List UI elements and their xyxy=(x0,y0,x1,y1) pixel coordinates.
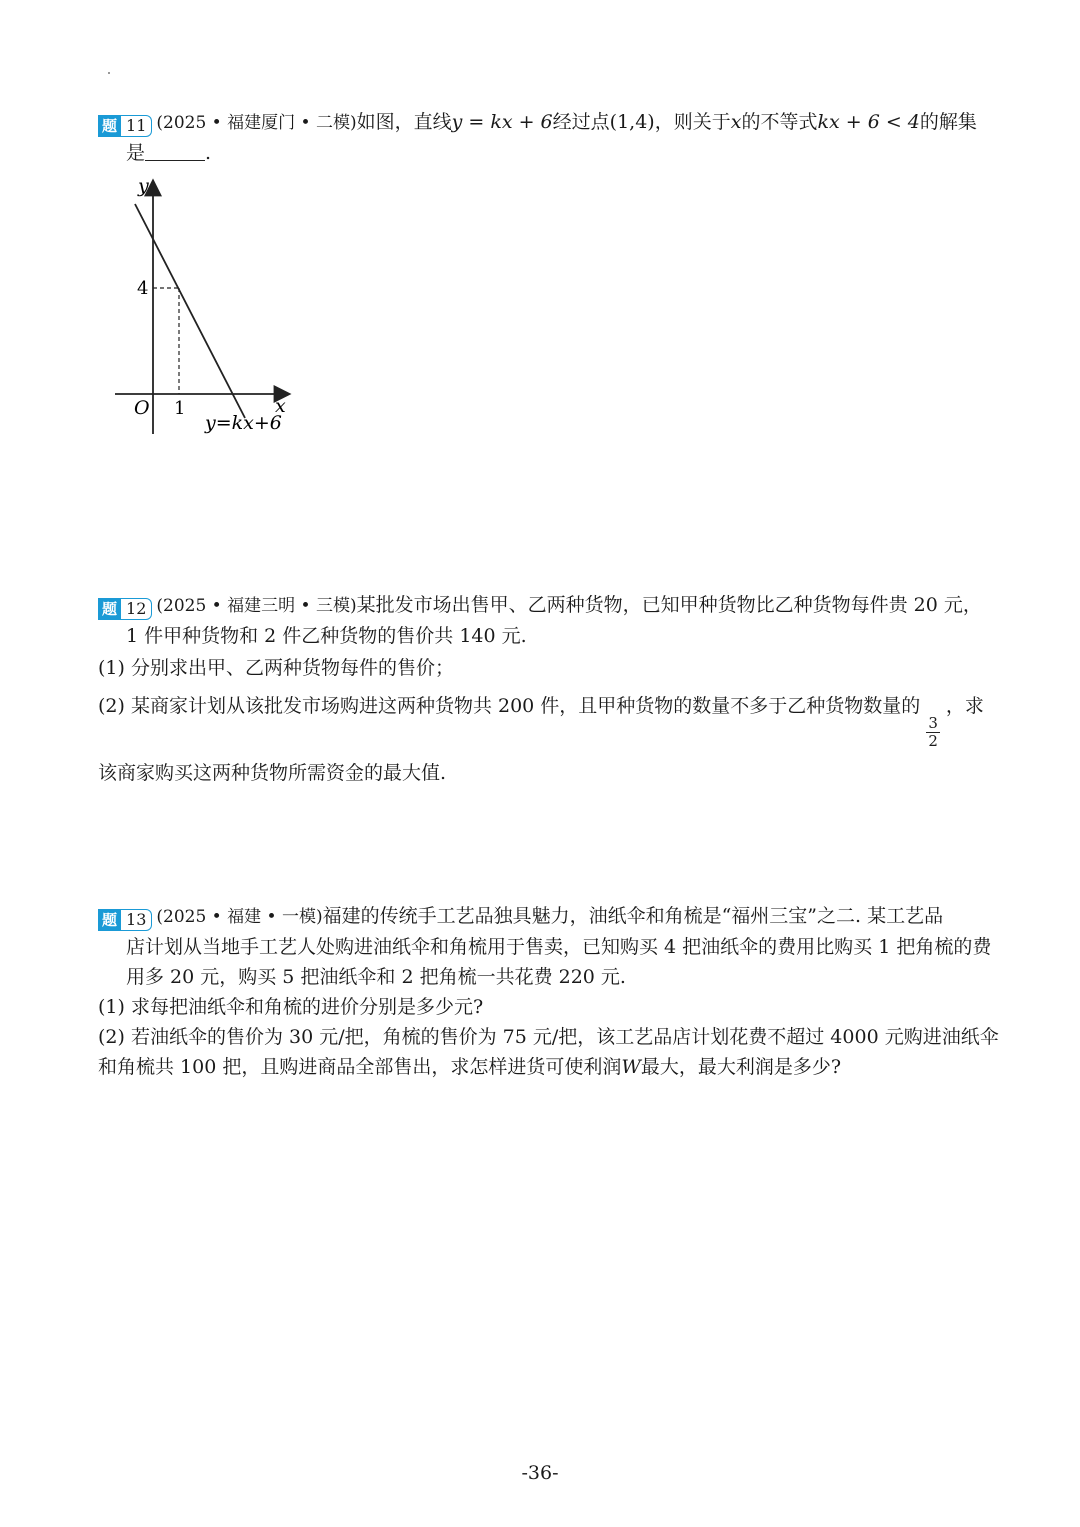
question-text: 某批发市场出售甲、乙两种货物，已知甲种货物比乙种货物每件贵 20 元， xyxy=(356,594,982,616)
question-text: 店计划从当地手工艺人处购进油纸伞和角梳用于售卖，已知购买 4 把油纸伞的费用比购买 1 把角梳的费 xyxy=(126,936,992,958)
question-11 xyxy=(98,107,998,168)
line-equation-label: y=kx+6 xyxy=(205,412,282,434)
fraction-numerator: 3 xyxy=(928,714,938,732)
question-text: ，求 xyxy=(945,695,984,717)
question-number: 11 xyxy=(121,115,152,137)
question-12-part-1 xyxy=(98,653,998,683)
question-13 xyxy=(98,901,998,1082)
question-text: 该商家购买这两种货物所需资金的最大值. xyxy=(98,762,447,784)
question-12-part-2 xyxy=(98,691,998,750)
question-13-line-2 xyxy=(98,932,998,962)
question-text: (1) 分别求出甲、乙两种货物每件的售价； xyxy=(98,657,454,679)
question-number: 13 xyxy=(121,909,152,931)
question-text: 是 xyxy=(126,142,146,164)
y-tick-label: 4 xyxy=(137,278,149,299)
question-12-part-2-line-2 xyxy=(98,758,998,788)
question-text: ，则关于 xyxy=(654,111,731,133)
question-text: . xyxy=(205,142,212,164)
question-text: (1) 求每把油纸伞和角梳的进价分别是多少元? xyxy=(98,996,484,1018)
question-13-line-1 xyxy=(98,901,998,932)
question-tag xyxy=(98,115,152,137)
equation: y = kx + 6 xyxy=(451,111,553,133)
question-source: (2025 • 福建 • 一模) xyxy=(156,907,323,927)
question-text: (2) 某商家计划从该批发市场购进这两种货物共 200 件，且甲种货物的数量不多于乙种货物数量的 xyxy=(98,695,921,717)
fraction-denominator: 2 xyxy=(928,732,938,750)
y-axis-label: y xyxy=(138,175,149,197)
fraction xyxy=(926,715,940,750)
question-tag-label: 题 xyxy=(98,115,121,137)
point-coordinates: (1,4) xyxy=(609,111,655,133)
question-13-part-1 xyxy=(98,992,998,1022)
question-13-part-2-line-2 xyxy=(98,1052,998,1082)
question-13-part-2 xyxy=(98,1022,998,1052)
question-12 xyxy=(98,590,998,788)
question-text: 经过点 xyxy=(552,111,610,133)
question-text: 如图，直线 xyxy=(356,111,452,133)
question-12-line-2 xyxy=(98,621,998,651)
question-13-line-3 xyxy=(98,962,998,992)
question-source: (2025 • 福建厦门 • 二模) xyxy=(156,113,357,133)
line-graph xyxy=(105,172,305,442)
question-12-line-1 xyxy=(98,590,998,621)
question-11-line-1 xyxy=(98,107,998,138)
question-tag xyxy=(98,598,152,620)
answer-blank xyxy=(145,142,205,161)
variable: W xyxy=(621,1056,641,1078)
x-tick-label: 1 xyxy=(174,398,186,419)
variable: x xyxy=(730,111,742,133)
function-line xyxy=(135,204,245,418)
question-tag xyxy=(98,909,152,931)
origin-label: O xyxy=(134,397,150,419)
question-tag-label: 题 xyxy=(98,909,121,931)
question-number: 12 xyxy=(121,598,152,620)
page-number: -36- xyxy=(521,1462,559,1484)
question-text: (2) 若油纸伞的售价为 30 元/把，角梳的售价为 75 元/把，该工艺品店计划花费不超过 4000 元购进油纸伞 xyxy=(98,1026,999,1048)
x-axis-label: x xyxy=(275,395,286,417)
question-text: 1 件甲种货物和 2 件乙种货物的售价共 140 元. xyxy=(126,625,527,647)
question-text: 福建的传统手工艺品独具魅力，油纸伞和角梳是“福州三宝”之二. 某工艺品 xyxy=(322,905,944,927)
question-text: 的解集 xyxy=(919,111,977,133)
question-text: 最大，最大利润是多少? xyxy=(640,1056,842,1078)
question-source: (2025 • 福建三明 • 三模) xyxy=(156,596,357,616)
question-text: 和角梳共 100 把，且购进商品全部售出，求怎样进货可使利润 xyxy=(98,1056,622,1078)
question-tag-label: 题 xyxy=(98,598,121,620)
question-text: 的不等式 xyxy=(741,111,818,133)
speck-mark xyxy=(108,72,110,74)
question-text: 用多 20 元，购买 5 把油纸伞和 2 把角梳一共花费 220 元. xyxy=(126,966,626,988)
question-11-line-2 xyxy=(98,138,998,168)
inequality: kx + 6 < 4 xyxy=(817,111,920,133)
